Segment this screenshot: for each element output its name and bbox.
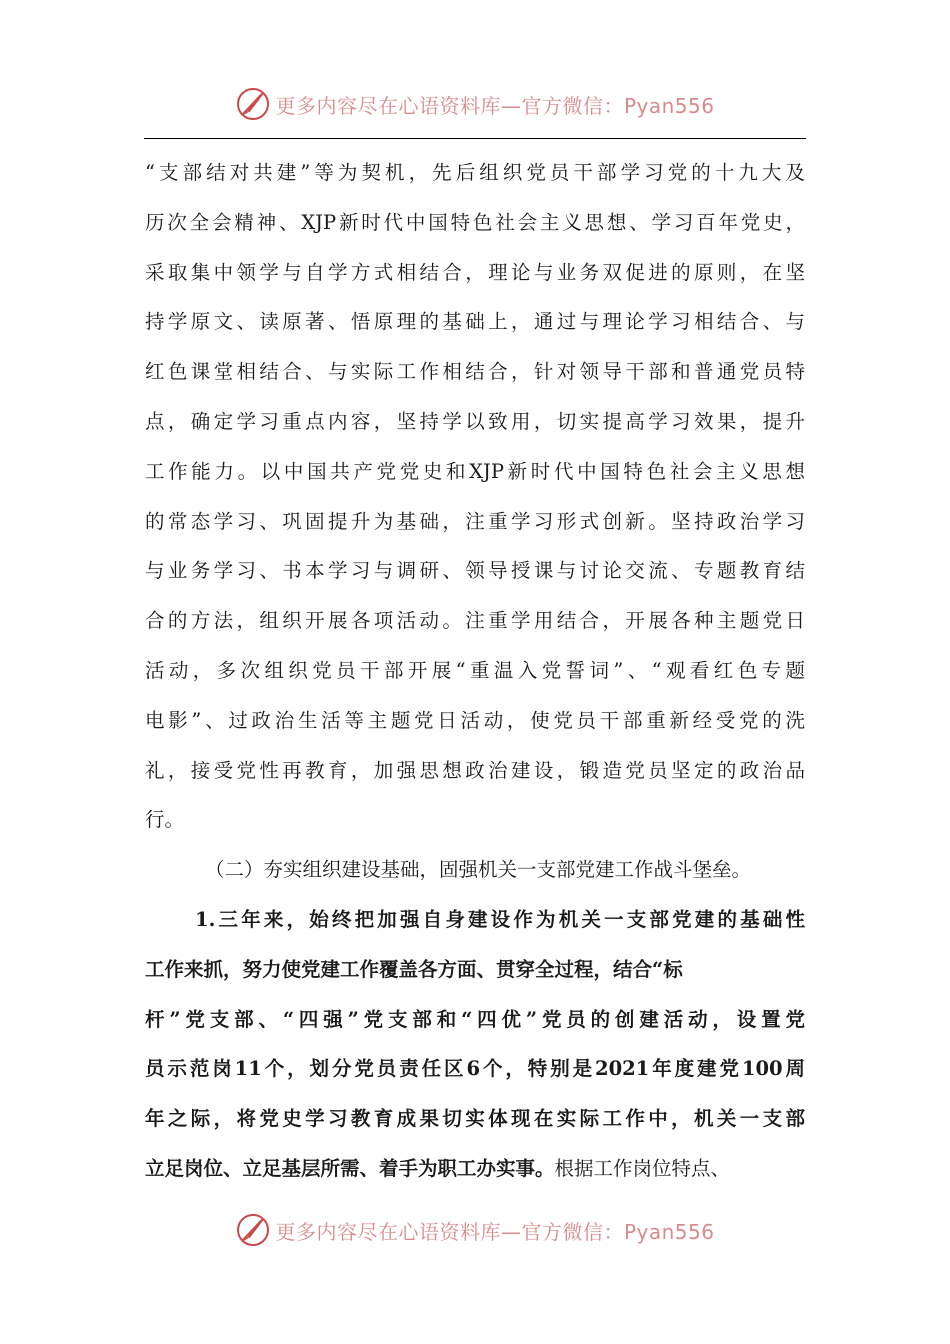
body-line: “支部结对共建”等为契机，先后组织党员干部学习党的十九大及: [145, 161, 805, 184]
section-heading: （二）夯实组织建设基础，固强机关一支部党建工作战斗堡垒。: [205, 858, 752, 882]
mixed-paragraph-line: [145, 1144, 805, 1194]
body-line: 的常态学习、巩固提升为基础，注重学习形式创新。坚持政治学习: [145, 509, 805, 533]
body-line: 合的方法，组织开展各项活动。注重学用结合，开展各种主题党日: [145, 609, 805, 633]
document-body: [145, 148, 805, 1194]
body-line: 采取集中领学与自学方式相结合，理论与业务双促进的原则，在坚: [145, 260, 805, 284]
footer-watermark-banner: [0, 1210, 950, 1250]
header-divider: [144, 138, 806, 139]
quill-logo-icon: [235, 1212, 271, 1248]
bold-paragraph-line: 年之际，将党史学习教育成果切实体现在实际工作中，机关一支部: [145, 1107, 805, 1131]
header-watermark-banner: [0, 84, 950, 124]
bold-paragraph-line: 员示范岗11个，划分党员责任区6个，特别是2021年度建党100周: [145, 1057, 805, 1081]
body-line: 点，确定学习重点内容，坚持学以致用，切实提高学习效果，提升: [145, 409, 805, 433]
body-line: 与业务学习、书本学习与调研、领导授课与讨论交流、专题教育结: [145, 559, 805, 583]
final-normal-text: 根据工作岗位特点、: [554, 1156, 731, 1180]
body-line: 持学原文、读原著、悟原理的基础上，通过与理论学习相结合、与: [145, 310, 805, 334]
body-line: 红色课堂相结合、与实际工作相结合，针对领导干部和普通党员特: [145, 360, 805, 384]
bold-paragraph-line: 杆”党支部、“四强”党支部和“四优”党员的创建活动，设置党: [145, 1007, 805, 1031]
bold-paragraph-line: 1.三年来，始终把加强自身建设作为机关一支部党建的基础性: [195, 907, 805, 931]
footer-watermark-text: 更多内容尽在心语资料库—官方微信：Pyan556: [275, 1219, 715, 1244]
body-line: 历次全会精神、XJP新时代中国特色社会主义思想、学习百年党史，: [145, 210, 805, 234]
body-line: 活动，多次组织党员干部开展“重温入党誓词”、“观看红色专题: [145, 658, 805, 682]
body-line: 行。: [145, 808, 185, 832]
body-line: 礼，接受党性再教育，加强思想政治建设，锻造党员坚定的政治品: [145, 758, 805, 782]
header-watermark-text: 更多内容尽在心语资料库—官方微信：Pyan556: [275, 93, 715, 118]
body-line: 工作能力。以中国共产党党史和XJP新时代中国特色社会主义思想: [145, 459, 805, 483]
quill-logo-icon: [235, 86, 271, 122]
bold-paragraph-line: 工作来抓，努力使党建工作覆盖各方面、贯穿全过程，结合“标: [145, 957, 683, 981]
body-line: 电影”、过政治生活等主题党日活动，使党员干部重新经受党的洗: [145, 708, 805, 732]
final-bold-text: 立足岗位、立足基层所需、着手为职工办实事。: [145, 1156, 555, 1180]
